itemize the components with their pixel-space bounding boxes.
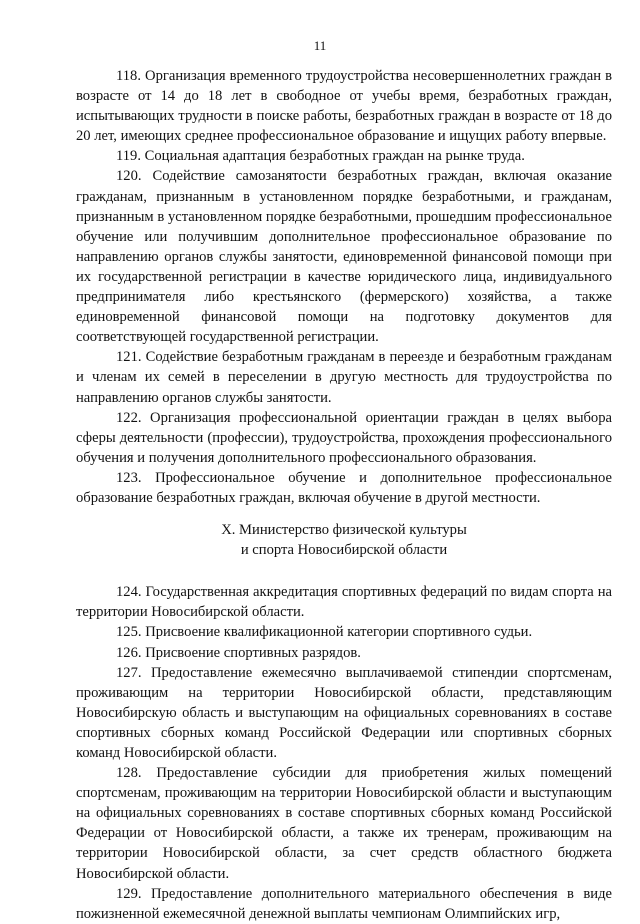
paragraph-125: 125. Присвоение квалификационной категории спортивного судьи. [116, 624, 533, 641]
section-heading-line-2: и спорта Новосибирской области [240, 542, 448, 559]
paragraph-128: 128. Предоставление субсидии для приобретения жилых помещений спортсменам, проживающим на территории Новосибирской области и выступающим на официальных соревнованиях в составе спортивных сборных команд Российской Федерации от Новосибирской области, а также их тренерам, проживающим на территории Новосибирской области, за счет средств областного бюджета Новосибирской области. [76, 765, 612, 882]
paragraph-122: 122. Организация профессиональной ориентации граждан в целях выбора сферы деятельности (профессии), трудоустройства, прохождения профессионального обучения и получения дополнительного профессионального образования. [76, 409, 612, 466]
section-heading-line-1: X. Министерство физической культуры [221, 522, 467, 539]
paragraph-126: 126. Присвоение спортивных разрядов. [116, 644, 361, 661]
paragraph-120: 120. Содействие самозанятости безработных граждан, включая оказание гражданам, признанным в установленном порядке безработными, и гражданам, признанным в установленном порядке безработными, прошедшим профессиональное обучение или получившим дополнительное профессиональное образование по направлению органов службы занятости, единовременной финансовой помощи при их государственной регистрации в качестве юридического лица, индивидуального предпринимателя либо крестьянского (фермерского) хозяйства, а также единовременной финансовой помощи на подготовку документов для соответствующей государственной регистрации. [76, 168, 612, 346]
page-number: 11 [313, 38, 327, 53]
paragraph-118: 118. Организация временного трудоустройства несовершеннолетних граждан в возрасте от 14 до 18 лет в свободное от учебы время, безработных граждан, испытывающих трудности в поиске работы, безработных граждан в возрасте от 18 до 20 лет, имеющих среднее профессиональное образование и ищущих работу впервые. [76, 68, 612, 145]
paragraph-123: 123. Профессиональное обучение и дополнительное профессиональное образование безработных граждан, включая обучение в другой местности. [76, 469, 612, 506]
document-body [76, 66, 612, 924]
paragraph-121: 121. Содействие безработным гражданам в переезде и безработным гражданам и членам их семей в переселении в другую местность для трудоустройства по направлению органов службы занятости. [76, 349, 612, 406]
section-spacer [76, 572, 612, 582]
paragraph-129: 129. Предоставление дополнительного материального обеспечения в виде пожизненной ежемесячной денежной выплаты чемпионам Олимпийских игр, [76, 885, 612, 922]
paragraph-127: 127. Предоставление ежемесячно выплачиваемой стипендии спортсменам, проживающим на территории Новосибирской области, представляющим Новосибирскую область и выступающим на официальных соревнованиях в составе спортивных сборных команд Российской Федерации или спортивных сборных команд Новосибирской области. [76, 664, 612, 761]
paragraph-124: 124. Государственная аккредитация спортивных федераций по видам спорта на территории Новосибирской области. [76, 584, 612, 621]
paragraph-119: 119. Социальная адаптация безработных граждан на рынке труда. [116, 148, 525, 165]
section-heading [76, 520, 612, 560]
